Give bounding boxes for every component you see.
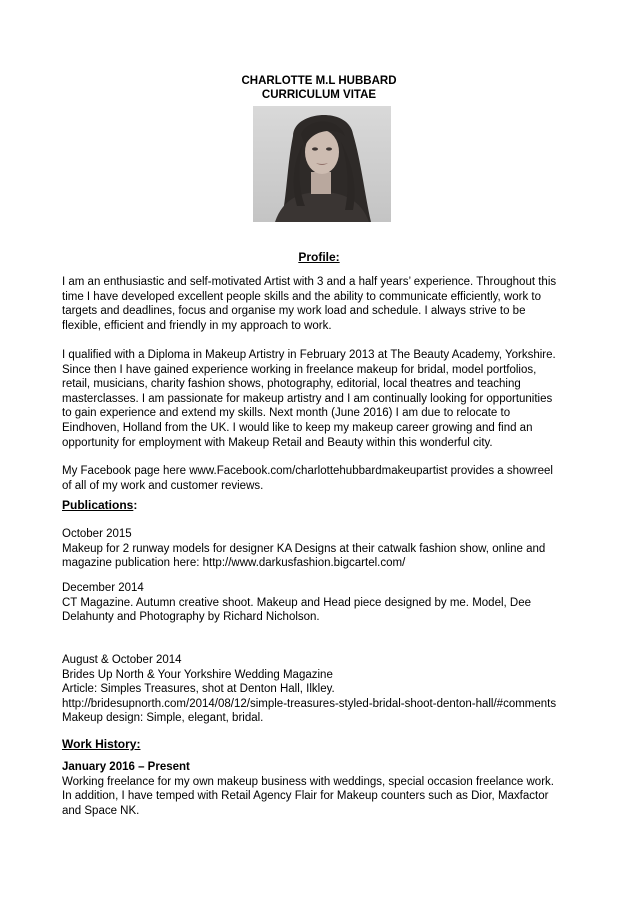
work-history-entry xyxy=(62,760,577,818)
profile-paragraph-3 xyxy=(62,464,577,493)
text-line: Brides Up North & Your Yorkshire Wedding Magazine xyxy=(62,668,333,681)
publication-entry xyxy=(62,653,577,726)
text-line: time I have developed excellent people skills and the ability to communicate efficiently, work to xyxy=(62,290,541,303)
text-line: masterclasses. I am passionate for makeup artistry and I am continually looking for opportunities xyxy=(62,392,553,405)
profile-paragraph-2 xyxy=(62,348,577,450)
text-line: of all of my work and customer reviews. xyxy=(62,479,264,492)
text-line: http://bridesupnorth.com/2014/08/12/simple-treasures-styled-bridal-shoot-denton-hall/#comments xyxy=(62,697,557,710)
text-line: targets and deadlines, focus and organise my work load and schedule. I always strive to be xyxy=(62,305,526,318)
text-line: to gain experience and extend my skills. Next month (June 2016) I am due to relocate to xyxy=(62,407,511,420)
cv-name: CHARLOTTE M.L HUBBARD xyxy=(241,75,397,87)
text-line: I qualified with a Diploma in Makeup Artistry in February 2013 at The Beauty Academy, Yorkshire. xyxy=(62,349,556,361)
publication-date: December 2014 xyxy=(62,582,144,594)
work-history-date: January 2016 – Present xyxy=(62,761,190,773)
text-line: flexible, efficient and friendly in my approach to work. xyxy=(62,319,332,332)
text-line: CT Magazine. Autumn creative shoot. Makeup and Head piece designed by me. Model, Dee xyxy=(62,596,532,609)
publication-entry xyxy=(62,527,577,571)
text-line: Eindhoven, Holland from the UK. I would like to keep my makeup career growing and find an xyxy=(62,421,533,434)
text-line: In addition, I have temped with Retail Agency Flair for Makeup counters such as Dior, Maxfactor xyxy=(62,790,549,803)
publication-date: October 2015 xyxy=(62,528,132,540)
text-line: I am an enthusiastic and self-motivated Artist with 3 and a half years’ experience. Throughout this xyxy=(62,276,557,288)
text-line: Makeup design: Simple, elegant, bridal. xyxy=(62,712,264,725)
publications-heading-text: Publications xyxy=(62,498,134,512)
profile-paragraph-1 xyxy=(62,275,577,333)
text-line: Article: Simples Treasures, shot at Denton Hall, Ilkley. xyxy=(62,683,335,696)
text-line: opportunity for employment with Makeup Retail and Beauty within this wonderful city. xyxy=(62,436,493,449)
publications-heading-colon: : xyxy=(133,498,138,512)
publication-date: August & October 2014 xyxy=(62,654,182,666)
profile-photo xyxy=(253,106,391,222)
publications-heading xyxy=(62,498,137,513)
text-line: retail, musicians, charity fashion shows, photography, editorial, local theatres and teaching xyxy=(62,378,521,391)
text-line: magazine publication here: http://www.darkusfashion.bigcartel.com/ xyxy=(62,557,406,570)
profile-heading: Profile: xyxy=(298,250,340,264)
cv-subtitle: CURRICULUM VITAE xyxy=(261,89,377,101)
text-line: Since then I have gained experience working in freelance makeup for bridal, model portfolios, xyxy=(62,363,537,376)
work-history-heading: Work History: xyxy=(62,737,141,751)
text-line: Delahunty and Photography by Richard Nicholson. xyxy=(62,611,320,624)
publication-entry xyxy=(62,581,577,625)
text-line: and Space NK. xyxy=(62,804,140,817)
text-line: Makeup for 2 runway models for designer KA Designs at their catwalk fashion show, online and xyxy=(62,542,546,555)
portrait-image xyxy=(253,106,391,222)
text-line: Working freelance for my own makeup business with weddings, special occasion freelance work. xyxy=(62,775,554,788)
text-line: My Facebook page here www.Facebook.com/charlottehubbardmakeupartist provides a showreel xyxy=(62,465,553,477)
